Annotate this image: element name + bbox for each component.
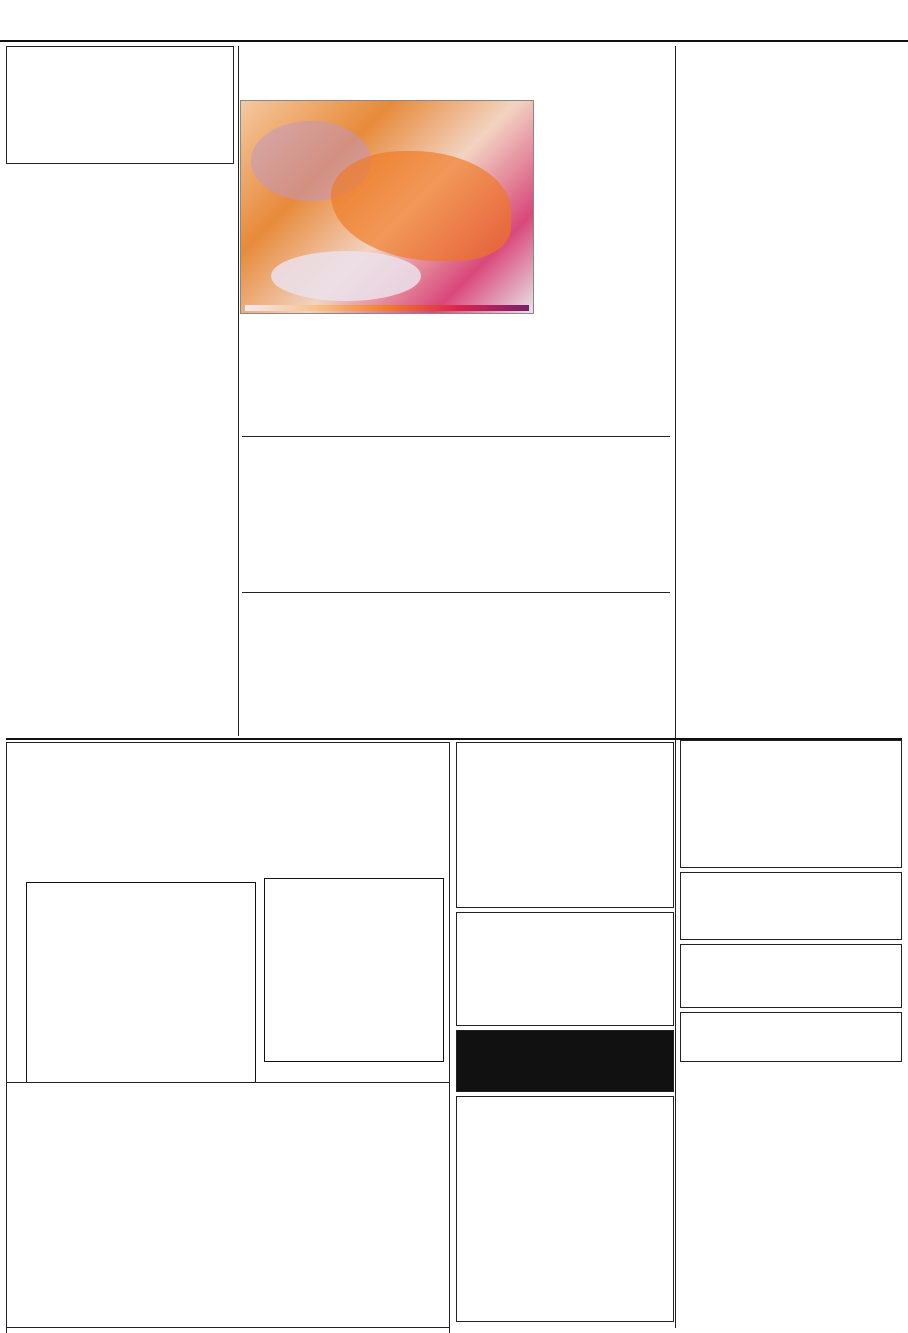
article-body bbox=[680, 300, 902, 466]
article-body bbox=[6, 174, 234, 704]
article-body bbox=[384, 318, 524, 428]
previous-solution-grid bbox=[264, 878, 444, 1062]
left-column bbox=[6, 46, 234, 746]
ad-body bbox=[684, 746, 898, 864]
horizontal-rule bbox=[6, 738, 902, 740]
article-body bbox=[680, 472, 902, 734]
column-divider bbox=[238, 46, 239, 736]
ad-body bbox=[460, 748, 670, 822]
article-body bbox=[242, 466, 670, 588]
column-divider bbox=[675, 46, 676, 1328]
reader-note bbox=[10, 53, 230, 115]
legal-ad bbox=[6, 1082, 450, 1328]
ad-body bbox=[684, 878, 898, 936]
legal-ad bbox=[456, 1096, 674, 1322]
article-body bbox=[538, 100, 670, 314]
ad-body bbox=[684, 950, 898, 1004]
ads-column bbox=[456, 742, 674, 1327]
ad-body bbox=[11, 1091, 445, 1257]
article-body bbox=[242, 622, 670, 734]
right-column bbox=[680, 46, 902, 1328]
divider bbox=[242, 592, 670, 593]
article-body bbox=[240, 318, 384, 428]
temperature-map bbox=[240, 100, 534, 314]
ad-body bbox=[460, 918, 670, 994]
ad-body bbox=[460, 1102, 670, 1262]
map-region bbox=[331, 151, 511, 261]
down-clues bbox=[14, 766, 230, 866]
legal-ad bbox=[456, 912, 674, 1026]
legal-ad bbox=[456, 742, 674, 908]
divider bbox=[242, 436, 670, 437]
across-clues bbox=[238, 766, 444, 866]
map-legend bbox=[245, 305, 529, 311]
masthead bbox=[0, 0, 908, 42]
reader-notice bbox=[456, 1030, 674, 1092]
article-body bbox=[530, 318, 670, 428]
legal-ad bbox=[680, 944, 902, 1008]
legal-ad bbox=[680, 872, 902, 940]
legal-ad bbox=[680, 740, 902, 868]
article-body bbox=[680, 50, 902, 294]
map-region bbox=[271, 251, 421, 301]
ad-body bbox=[684, 1018, 898, 1058]
legal-ad bbox=[680, 1012, 902, 1062]
reader-box bbox=[6, 46, 234, 164]
